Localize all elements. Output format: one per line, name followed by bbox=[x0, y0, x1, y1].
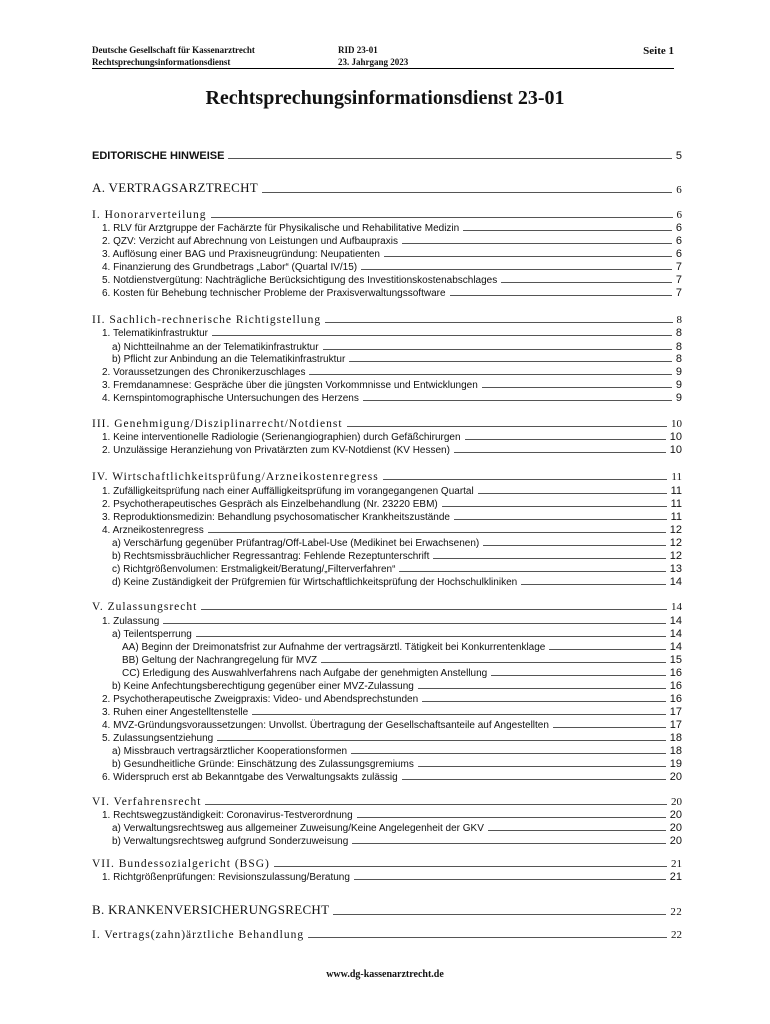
toc-entry-page: 8 bbox=[675, 341, 682, 353]
toc-leader-line bbox=[252, 714, 666, 715]
toc-leader-line bbox=[217, 740, 666, 741]
toc-entry[interactable] bbox=[92, 871, 682, 883]
toc-entry-page: 11 bbox=[671, 471, 682, 483]
toc-leader-line bbox=[402, 243, 672, 244]
toc-leader-line bbox=[454, 519, 667, 520]
toc-leader-line bbox=[433, 558, 665, 559]
toc-entry[interactable] bbox=[92, 732, 682, 744]
toc-entry[interactable] bbox=[92, 809, 682, 821]
toc-leader-line bbox=[333, 914, 666, 915]
toc-entry[interactable] bbox=[92, 537, 682, 549]
toc-entry[interactable] bbox=[92, 601, 682, 613]
page-title: Rechtsprechungsinformationsdienst 23-01 bbox=[205, 87, 565, 109]
toc-leader-line bbox=[418, 766, 666, 767]
toc-entry[interactable] bbox=[92, 706, 682, 718]
toc-entry-title: VI. Verfahrensrecht bbox=[92, 796, 202, 808]
toc-leader-line bbox=[521, 584, 666, 585]
header-middle bbox=[338, 44, 408, 68]
toc-entry-page: 7 bbox=[675, 274, 682, 286]
toc-entry[interactable] bbox=[92, 858, 682, 870]
toc-entry-title: V. Zulassungsrecht bbox=[92, 601, 198, 613]
society-name: Deutsche Gesellschaft für Kassenarztrecht bbox=[92, 45, 255, 55]
toc-leader-line bbox=[463, 230, 672, 231]
toc-entry-title: 2. Voraussetzungen des Chronikerzuschlages bbox=[102, 367, 306, 378]
toc-entry-title: b) Rechtsmissbräuchlicher Regressantrag: Fehlende Rezeptunterschrift bbox=[112, 551, 430, 562]
toc-entry[interactable] bbox=[92, 693, 682, 705]
toc-entry[interactable] bbox=[92, 222, 682, 234]
toc-entry-page: 21 bbox=[669, 871, 682, 883]
toc-leader-line bbox=[478, 493, 667, 494]
toc-leader-line bbox=[482, 387, 672, 388]
toc-entry-page: 18 bbox=[669, 745, 682, 757]
toc-leader-line bbox=[309, 374, 671, 375]
toc-entry-page: 20 bbox=[669, 809, 682, 821]
toc-leader-line bbox=[454, 452, 666, 453]
footer-url[interactable]: www.dg-kassenarztrecht.de bbox=[326, 969, 444, 980]
toc-entry-title: 1. Zufälligkeitsprüfung nach einer Auffälligkeitsprüfung im vorangegangenen Quartal bbox=[102, 486, 474, 497]
toc-entry-title: 3. Fremdanamnese: Gespräche über die jüngsten Vorkommnisse und Entwicklungen bbox=[102, 380, 478, 391]
toc-entry-page: 6 bbox=[676, 184, 682, 196]
toc-leader-line bbox=[363, 400, 672, 401]
toc-entry-page: 8 bbox=[676, 314, 682, 326]
toc-entry[interactable] bbox=[92, 654, 682, 666]
toc-entry-title: CC) Erledigung des Auswahlverfahrens nach Aufgabe der genehmigten Anstellung bbox=[122, 668, 488, 679]
toc-entry[interactable] bbox=[92, 209, 682, 221]
toc-entry[interactable] bbox=[92, 576, 682, 588]
toc-entry-title: 4. MVZ-Gründungsvoraussetzungen: Unvollst. Übertragung der Gesellschaftsanteile auf Angestellten bbox=[102, 720, 549, 731]
issue-number: RID 23-01 bbox=[338, 45, 378, 55]
toc-entry-title: 1. Richtgrößenprüfungen: Revisionszulassung/Beratung bbox=[102, 872, 350, 883]
toc-leader-line bbox=[262, 192, 672, 193]
toc-entry[interactable] bbox=[92, 431, 682, 443]
toc-entry[interactable] bbox=[92, 366, 682, 378]
toc-entry[interactable] bbox=[92, 444, 682, 456]
toc-entry-page: 22 bbox=[671, 929, 682, 941]
toc-entry[interactable] bbox=[92, 745, 682, 757]
toc-leader-line bbox=[384, 256, 672, 257]
toc-entry[interactable] bbox=[92, 929, 682, 941]
toc-leader-line bbox=[465, 439, 666, 440]
toc-entry-page: 9 bbox=[675, 392, 682, 404]
toc-entry-page: 6 bbox=[675, 222, 682, 234]
toc-entry-page: 16 bbox=[669, 680, 682, 692]
toc-entry-title: 3. Ruhen einer Angestelltenstelle bbox=[102, 707, 249, 718]
toc-entry[interactable] bbox=[92, 641, 682, 653]
toc-entry[interactable] bbox=[92, 680, 682, 692]
toc-entry-page: 15 bbox=[669, 654, 682, 666]
toc-entry-title: 2. Unzulässige Heranziehung von Privatärzten zum KV-Notdienst (KV Hessen) bbox=[102, 445, 450, 456]
toc-leader-line bbox=[163, 623, 665, 624]
toc-leader-line bbox=[323, 349, 672, 350]
toc-entry-page: 22 bbox=[670, 906, 682, 918]
toc-leader-line bbox=[450, 295, 672, 296]
toc-entry-page: 7 bbox=[675, 287, 682, 299]
toc-entry[interactable] bbox=[92, 902, 682, 918]
toc-entry[interactable] bbox=[92, 261, 682, 273]
toc-entry[interactable] bbox=[92, 835, 682, 847]
toc-leader-line bbox=[357, 817, 666, 818]
toc-leader-line bbox=[211, 217, 673, 218]
toc-entry[interactable] bbox=[92, 822, 682, 834]
toc-entry-title: 5. Zulassungsentziehung bbox=[102, 733, 214, 744]
toc-leader-line bbox=[352, 843, 665, 844]
toc-leader-line bbox=[488, 830, 666, 831]
toc-leader-line bbox=[308, 937, 667, 938]
toc-entry-title: b) Gesundheitliche Gründe: Einschätzung des Zulassungsgremiums bbox=[112, 759, 414, 770]
toc-entry[interactable] bbox=[92, 550, 682, 562]
toc-entry-title: 2. Psychotherapeutische Zweigpraxis: Video- und Abendsprechstunden bbox=[102, 694, 419, 705]
publication-name: Rechtsprechungsinformationsdienst bbox=[92, 57, 231, 67]
toc-entry-title: a) Teilentsperrung bbox=[112, 629, 192, 640]
toc-entry-title: d) Keine Zuständigkeit der Prüfgremien für Wirtschaftlichkeitsprüfung der Hochschulkliniken bbox=[112, 577, 518, 588]
toc-entry-title: 1. Telematikinfrastruktur bbox=[102, 328, 208, 339]
toc-leader-line bbox=[274, 866, 667, 867]
toc-entry-page: 5 bbox=[675, 150, 682, 162]
toc-entry-page: 20 bbox=[669, 822, 682, 834]
toc-entry-page: 13 bbox=[669, 563, 682, 575]
toc-entry-title: 5. Notdienstvergütung: Nachträgliche Berücksichtigung des Investitionskostenabschlages bbox=[102, 275, 498, 286]
toc-entry-title: 2. Psychotherapeutisches Gespräch als Einzelbehandlung (Nr. 23220 EBM) bbox=[102, 499, 438, 510]
volume-year: 23. Jahrgang 2023 bbox=[338, 57, 409, 67]
toc-entry[interactable] bbox=[92, 274, 682, 286]
toc-entry-page: 10 bbox=[671, 418, 682, 430]
toc-entry[interactable] bbox=[92, 628, 682, 640]
toc-entry-page: 18 bbox=[669, 732, 682, 744]
toc-entry-title: 1. RLV für Arztgruppe der Fachärzte für Physikalische und Rehabilitative Medizin bbox=[102, 223, 460, 234]
toc-leader-line bbox=[483, 545, 666, 546]
toc-entry-page: 11 bbox=[670, 498, 682, 510]
toc-entry-page: 20 bbox=[669, 835, 682, 847]
toc-entry[interactable] bbox=[92, 287, 682, 299]
toc-leader-line bbox=[501, 282, 672, 283]
toc-entry-page: 12 bbox=[669, 537, 682, 549]
toc-entry[interactable] bbox=[92, 771, 682, 783]
toc-entry[interactable] bbox=[92, 379, 682, 391]
toc-leader-line bbox=[201, 609, 667, 610]
toc-entry-title: 1. Zulassung bbox=[102, 616, 160, 627]
toc-entry[interactable] bbox=[92, 485, 682, 497]
toc-entry[interactable] bbox=[92, 563, 682, 575]
toc-entry-title: a) Missbrauch vertragsärztlicher Kooperationsformen bbox=[112, 746, 348, 757]
header-rule bbox=[92, 68, 674, 69]
toc-leader-line bbox=[205, 804, 667, 805]
toc-leader-line bbox=[351, 753, 666, 754]
toc-leader-line bbox=[321, 662, 666, 663]
toc-entry-title: a) Verschärfung gegenüber Prüfantrag/Off-Label-Use (Medikinet bei Erwachsenen) bbox=[112, 538, 480, 549]
toc-entry-page: 11 bbox=[670, 511, 682, 523]
toc-entry-page: 9 bbox=[675, 379, 682, 391]
toc-leader-line bbox=[399, 571, 665, 572]
toc-leader-line bbox=[347, 426, 667, 427]
toc-entry-title: b) Verwaltungsrechtsweg aufgrund Sonderzuweisung bbox=[112, 836, 349, 847]
toc-entry-title: II. Sachlich-rechnerische Richtigstellung bbox=[92, 314, 322, 326]
toc-entry[interactable] bbox=[92, 392, 682, 404]
toc-entry-title: 3. Auflösung einer BAG und Praxisneugründung: Neupatienten bbox=[102, 249, 380, 260]
toc-entry-page: 6 bbox=[675, 235, 682, 247]
toc-entry-page: 17 bbox=[669, 719, 682, 731]
toc-entry-title: B. KRANKENVERSICHERUNGSRECHT bbox=[92, 902, 330, 917]
toc-entry-page: 14 bbox=[669, 615, 682, 627]
toc-entry[interactable] bbox=[92, 150, 682, 162]
toc-entry-title: 6. Widerspruch erst ab Bekanntgabe des Verwaltungsakts zulässig bbox=[102, 772, 398, 783]
toc-entry-title: 4. Arzneikostenregress bbox=[102, 525, 204, 536]
toc-entry[interactable] bbox=[92, 235, 682, 247]
toc-entry[interactable] bbox=[92, 341, 682, 353]
toc-leader-line bbox=[325, 322, 672, 323]
toc-leader-line bbox=[553, 727, 666, 728]
toc-entry[interactable] bbox=[92, 719, 682, 731]
toc-entry-title: b) Keine Anfechtungsberechtigung gegenüber einer MVZ-Zulassung bbox=[112, 681, 414, 692]
toc-entry-title: 1. Rechtswegzuständigkeit: Coronavirus-Testverordnung bbox=[102, 810, 353, 821]
toc-entry[interactable] bbox=[92, 511, 682, 523]
toc-entry[interactable] bbox=[92, 615, 682, 627]
toc-leader-line bbox=[212, 335, 672, 336]
toc-entry[interactable] bbox=[92, 524, 682, 536]
toc-entry-page: 14 bbox=[669, 576, 682, 588]
toc-leader-line bbox=[361, 269, 672, 270]
toc-leader-line bbox=[491, 675, 666, 676]
toc-leader-line bbox=[383, 479, 668, 480]
toc-entry[interactable] bbox=[92, 667, 682, 679]
toc-entry-title: c) Richtgrößenvolumen: Erstmaligkeit/Beratung/„Filterverfahren“ bbox=[112, 564, 396, 575]
toc-entry-page: 9 bbox=[675, 366, 682, 378]
toc-entry-page: 11 bbox=[670, 485, 682, 497]
toc-entry[interactable] bbox=[92, 353, 682, 365]
toc-entry-page: 7 bbox=[675, 261, 682, 273]
toc-entry[interactable] bbox=[92, 498, 682, 510]
toc-entry-page: 21 bbox=[671, 858, 682, 870]
toc-entry-title: BB) Geltung der Nachrangregelung für MVZ bbox=[122, 655, 318, 666]
toc-entry-title: 4. Finanzierung des Grundbetrags „Labor“ (Quartal IV/15) bbox=[102, 262, 358, 273]
toc-entry-title: 1. Keine interventionelle Radiologie (Serienangiographien) durch Gefäßchirurgen bbox=[102, 432, 461, 443]
toc-entry-page: 14 bbox=[671, 601, 682, 613]
toc-leader-line bbox=[208, 532, 666, 533]
toc-entry[interactable] bbox=[92, 248, 682, 260]
toc-entry-title: 3. Reproduktionsmedizin: Behandlung psychosomatischer Krankheitszustände bbox=[102, 512, 450, 523]
toc-entry-title: b) Pflicht zur Anbindung an die Telematikinfrastruktur bbox=[112, 354, 346, 365]
page-number: Seite 1 bbox=[643, 45, 674, 57]
toc-entry-title: a) Verwaltungsrechtsweg aus allgemeiner Zuweisung/Keine Angelegenheit der GKV bbox=[112, 823, 484, 834]
toc-entry-page: 19 bbox=[669, 758, 682, 770]
toc-entry-title: a) Nichtteilnahme an der Telematikinfrastruktur bbox=[112, 342, 319, 353]
toc-entry[interactable] bbox=[92, 180, 682, 196]
toc-entry-title: 4. Kernspintomographische Untersuchungen des Herzens bbox=[102, 393, 359, 404]
toc-entry-page: 17 bbox=[669, 706, 682, 718]
toc-entry[interactable] bbox=[92, 758, 682, 770]
toc-leader-line bbox=[549, 649, 665, 650]
toc-entry-page: 14 bbox=[669, 641, 682, 653]
toc-entry-page: 12 bbox=[669, 550, 682, 562]
toc-entry-page: 16 bbox=[669, 667, 682, 679]
toc-entry-title: I. Honorarverteilung bbox=[92, 209, 207, 221]
toc-entry-page: 20 bbox=[669, 771, 682, 783]
toc-leader-line bbox=[418, 688, 666, 689]
toc-entry[interactable] bbox=[92, 418, 682, 430]
toc-entry-title: VII. Bundessozialgericht (BSG) bbox=[92, 858, 270, 870]
toc-entry[interactable] bbox=[92, 314, 682, 326]
toc-entry-title: 2. QZV: Verzicht auf Abrechnung von Leistungen und Aufbaupraxis bbox=[102, 236, 398, 247]
toc-entry-page: 10 bbox=[669, 431, 682, 443]
toc-entry-title: IV. Wirtschaftlichkeitsprüfung/Arzneikostenregress bbox=[92, 471, 379, 483]
toc-entry[interactable] bbox=[92, 327, 682, 339]
toc-entry[interactable] bbox=[92, 471, 682, 483]
toc-entry-page: 8 bbox=[675, 327, 682, 339]
header-left bbox=[92, 44, 255, 68]
toc-entry-title: AA) Beginn der Dreimonatsfrist zur Aufnahme der vertragsärztl. Tätigkeit bei Konkurrentenklage bbox=[122, 642, 546, 653]
toc-leader-line bbox=[422, 701, 666, 702]
toc-entry-page: 6 bbox=[675, 248, 682, 260]
toc-entry-title: EDITORISCHE HINWEISE bbox=[92, 150, 225, 162]
toc-entry-page: 14 bbox=[669, 628, 682, 640]
toc-entry-title: A. VERTRAGSARZTRECHT bbox=[92, 180, 259, 195]
toc-entry-title: I. Vertrags(zahn)ärztliche Behandlung bbox=[92, 929, 305, 941]
toc-leader-line bbox=[228, 158, 671, 159]
toc-entry[interactable] bbox=[92, 796, 682, 808]
toc-entry-page: 8 bbox=[675, 353, 682, 365]
toc-entry-title: 6. Kosten für Behebung technischer Probleme der Praxisverwaltungssoftware bbox=[102, 288, 446, 299]
toc-leader-line bbox=[349, 361, 672, 362]
toc-entry-page: 10 bbox=[669, 444, 682, 456]
toc-entry-page: 12 bbox=[669, 524, 682, 536]
toc-entry-page: 20 bbox=[671, 796, 682, 808]
toc-leader-line bbox=[196, 636, 666, 637]
toc-leader-line bbox=[354, 879, 666, 880]
toc-entry-page: 6 bbox=[676, 209, 682, 221]
toc-entry-page: 16 bbox=[669, 693, 682, 705]
toc-entry-title: III. Genehmigung/Disziplinarrecht/Notdienst bbox=[92, 418, 343, 430]
toc-leader-line bbox=[402, 779, 666, 780]
toc-leader-line bbox=[442, 506, 667, 507]
